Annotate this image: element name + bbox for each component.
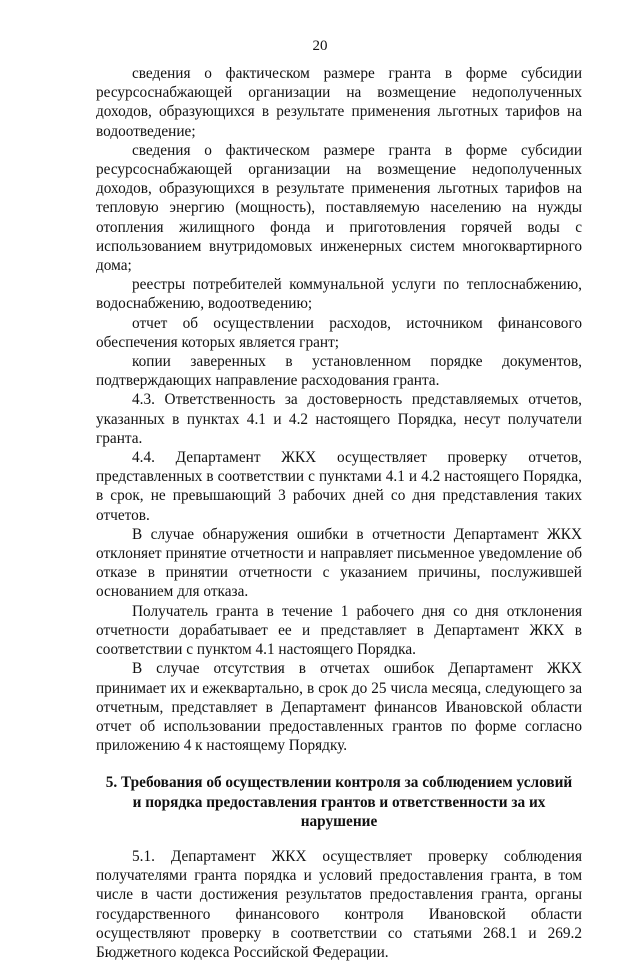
paragraph-4-4: 4.4. Департамент ЖКХ осуществляет проверку отчетов, представленных в соответствии с пунктами 4.1 и 4.2 настоящего Порядка, в срок, не превышающий 3 рабочих дней со дня представления таких отчетов. [96,449,582,524]
paragraph-5-1: 5.1. Департамент ЖКХ осуществляет проверку соблюдения получателями гранта порядка и условий предоставления гранта, в том числе в части достижения результатов предоставления гранта, органы государственного финансового контроля Ивановской области осуществляют проверку в соответствии со статьями 268.1 и 269.2 Бюджетного кодекса Российской Федерации. [96,847,582,961]
paragraph: Получатель гранта в течение 1 рабочего дня со дня отклонения отчетности дорабатывает ее и представляет в Департамент ЖКХ в соответствии с пунктом 4.1 настоящего Порядка. [96,602,582,659]
section-heading-line: 5. Требования об осуществлении контроля за соблюдением условий [105,774,573,792]
paragraph: копии заверенных в установленном порядке документов, подтверждающих направление расходования гранта. [96,353,582,390]
page-number: 20 [312,38,328,54]
section-heading [96,773,582,831]
paragraph: сведения о фактическом размере гранта в форме субсидии ресурсоснабжающей организации на возмещение недополученных доходов, образующихся в результате применения льготных тарифов на водоотведение; [96,65,582,140]
paragraph-4-3: 4.3. Ответственность за достоверность представляемых отчетов, указанных в пунктах 4.1 и 4.2 настоящего Порядка, несут получатели гранта. [96,391,582,447]
paragraph: В случае отсутствия в отчетах ошибок Департамент ЖКХ принимает их и ежеквартально, в срок до 25 числа месяца, следующего за отчетным, представляет в Департамент финансов Ивановской области отчет об использовании предоставленных грантов по форме согласно приложению 4 к настоящему Порядку. [96,660,582,755]
document-body [96,64,582,962]
section-heading-line: и порядка предоставления грантов и ответственности за их нарушение [132,793,546,830]
paragraph: отчет об осуществлении расходов, источником финансового обеспечения которых является грант; [96,314,582,351]
paragraph: В случае обнаружения ошибки в отчетности Департамент ЖКХ отклоняет принятие отчетности и направляет письменное уведомление об отказе в принятии отчетности с указанием причины, послужившей основанием для отказа. [96,525,582,601]
paragraph: сведения о фактическом размере гранта в форме субсидии ресурсоснабжающей организации на возмещение недополученных доходов, образующихся в результате применения льготных тарифов на тепловую энергию (мощность), поставляемую населению на нужды отопления жилищного фонда и приготовления горячей воды с использованием внутридомовых инженерных систем многоквартирного дома; [96,141,582,275]
paragraph: реестры потребителей коммунальной услуги по теплоснабжению, водоснабжению, водоотведению; [96,276,582,313]
